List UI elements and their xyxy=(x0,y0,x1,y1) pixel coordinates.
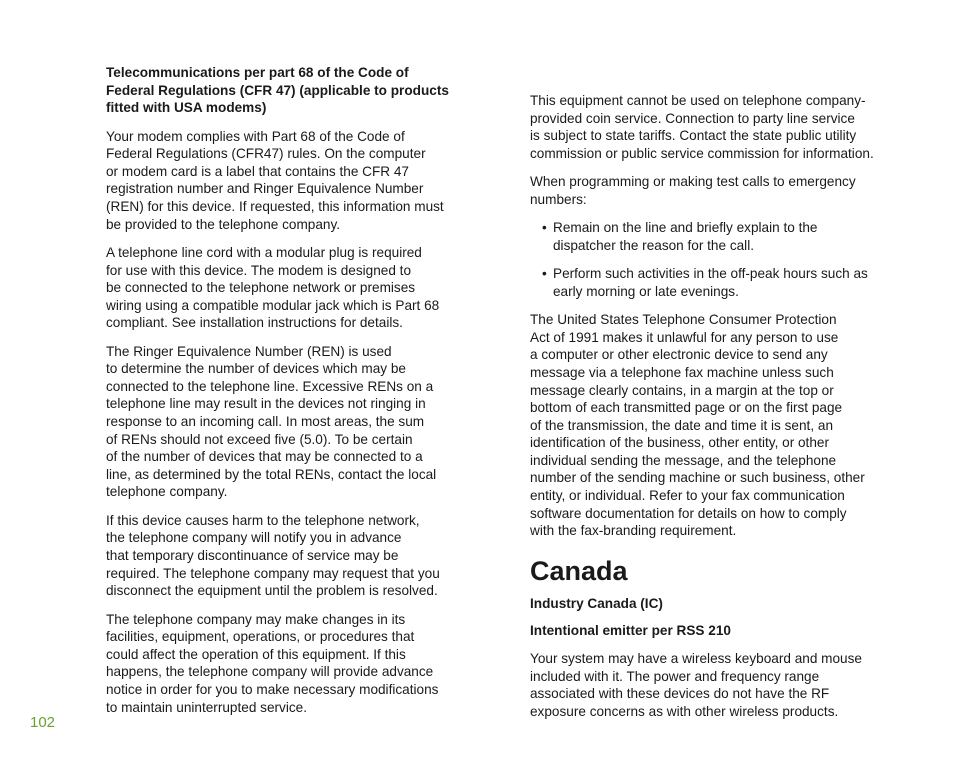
bullet-icon: • xyxy=(542,220,547,236)
bullet-text: Perform such activities in the off-peak hours such as early morning or late evenings. xyxy=(553,266,868,299)
bullet-text: Remain on the line and briefly explain to the dispatcher the reason for the call. xyxy=(553,220,818,253)
telco-changes-paragraph: The telephone company may make changes in its facilities, equipment, operations, or procedures that could affect the operation of this equipment. If this happens, the telephone company will provide advance notice in order for you to make necessary modifications to maintain uninterrupted service. xyxy=(106,611,439,715)
modem-compliance-paragraph: Your modem complies with Part 68 of the Code of Federal Regulations (CFR47) rules. On the computer or modem card is a label that contains the CFR 47 registration number and Ringer Equivalence Number (REN) for this device. If requested, this information must be provided to the telephone company. xyxy=(106,128,444,232)
left-column xyxy=(106,64,486,727)
emergency-bullet-list xyxy=(530,219,920,300)
industry-canada-subheading: Industry Canada (IC) xyxy=(530,595,663,611)
page-number: 102 xyxy=(30,714,56,731)
right-column xyxy=(530,92,920,731)
ren-paragraph: The Ringer Equivalence Number (REN) is used to determine the number of devices which may be connected to the telephone line. Excessive RENs on a telephone line may result in the devices not ringing in response to an incoming call. In most areas, the sum of RENs should not exceed five (5.0). To be certain of the number of devices that may be connected to a line, as determined by the total RENs, contact the local telephone company. xyxy=(106,343,437,500)
wireless-devices-paragraph: Your system may have a wireless keyboard and mouse included with it. The power and frequency range associated with these devices do not have the RF exposure concerns as with other wireless products. xyxy=(530,651,862,719)
emergency-intro-paragraph: When programming or making test calls to emergency numbers: xyxy=(530,174,856,207)
bullet-icon: • xyxy=(542,266,547,282)
tcpa-paragraph: The United States Telephone Consumer Protection Act of 1991 makes it unlawful for any person to use a computer or other electronic device to send any message via a telephone fax machine unless such message clearly contains, in a margin at the top or bottom of each transmitted page or on the first page of the transmission, the date and time it is sent, an identification of the business, other entity, or other individual sending the message, and the telephone number of the sending machine or such business, other entity, or individual. Refer to your fax communication software documentation for details on how to comply with the fax-branding requirement. xyxy=(530,312,865,539)
telecom-heading: Telecommunications per part 68 of the Code of Federal Regulations (CFR 47) (applicable to products fitted with USA modems) xyxy=(106,65,449,116)
rss210-subheading: Intentional emitter per RSS 210 xyxy=(530,623,731,639)
canada-section-title: Canada xyxy=(530,555,628,586)
list-item xyxy=(530,219,920,254)
coin-service-paragraph: This equipment cannot be used on telephone company- provided coin service. Connection to party line service is subject to state tariffs. Contact the state public utility commission or public service commission for information. xyxy=(530,93,874,161)
list-item xyxy=(530,265,920,300)
line-cord-paragraph: A telephone line cord with a modular plug is required for use with this device. The modem is designed to be connected to the telephone network or premises wiring using a compatible modular jack which is Part 68 compliant. See installation instructions for details. xyxy=(106,244,440,331)
network-harm-paragraph: If this device causes harm to the telephone network, the telephone company will notify you in advance that temporary discontinuance of service may be required. The telephone company may request that you disconnect the equipment until the problem is resolved. xyxy=(106,512,440,599)
